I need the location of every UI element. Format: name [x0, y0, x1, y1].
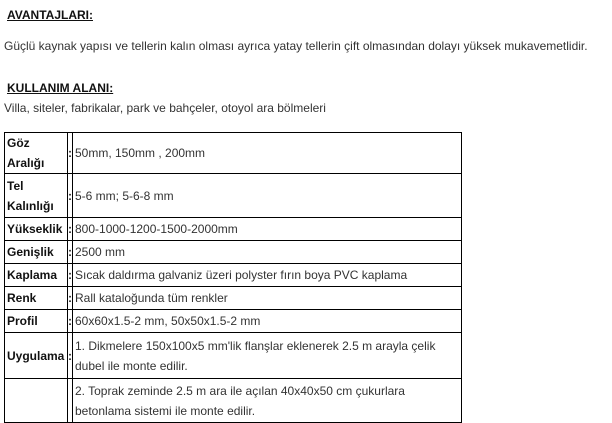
advantages-heading: AVANTAJLARI: — [7, 8, 93, 22]
spec-row-uygulama-2 — [5, 379, 462, 423]
spec-label — [5, 379, 68, 423]
spec-label: Profil — [5, 310, 68, 333]
spec-value-line: 2. Toprak zeminde 2.5 m ara ile açılan 40x40x50 cm çukurlara — [75, 383, 405, 398]
spec-table — [4, 132, 462, 423]
spec-row-kaplama — [5, 264, 462, 287]
spec-label: Renk — [5, 287, 68, 310]
spec-value-line: 1. Dikmelere 150x100x5 mm'lik flanşlar eklenerek 2.5 m arayla çelik — [75, 338, 436, 353]
spec-label: Kaplama — [5, 264, 68, 287]
advantages-text: Güçlü kaynak yapısı ve tellerin kalın olması ayrıca yatay tellerin çift olmasından dolayı yüksek mukavemetlidir. — [4, 39, 588, 53]
spec-separator: : — [68, 287, 73, 310]
spec-separator: : — [68, 333, 73, 379]
spec-label — [5, 174, 68, 218]
spec-row-tel-kalinligi — [5, 174, 462, 218]
spec-label: Yükseklik — [5, 218, 68, 241]
spec-row-profil — [5, 310, 462, 333]
usage-area-heading: KULLANIM ALANI: — [7, 81, 114, 95]
spec-value: 60x60x1.5-2 mm, 50x50x1.5-2 mm — [73, 310, 462, 333]
spec-row-genislik — [5, 241, 462, 264]
spec-label: Genişlik — [5, 241, 68, 264]
usage-area-text: Villa, siteler, fabrikalar, park ve bahçeler, otoyol ara bölmeleri — [4, 101, 326, 115]
spec-value: Sıcak daldırma galvaniz üzeri polyster fırın boya PVC kaplama — [73, 264, 462, 287]
spec-value-line: betonlama sistemi ile monte edilir. — [75, 403, 256, 418]
spec-value — [73, 333, 462, 379]
spec-value — [73, 379, 462, 423]
spec-separator: : — [68, 174, 73, 218]
spec-value: Rall kataloğunda tüm renkler — [73, 287, 462, 310]
spec-row-yukseklik — [5, 218, 462, 241]
spec-value: 5-6 mm; 5-6-8 mm — [73, 174, 462, 218]
spec-label-line: Tel — [7, 178, 24, 193]
spec-separator: : — [68, 218, 73, 241]
spec-separator: : — [68, 310, 73, 333]
spec-separator: : — [68, 241, 73, 264]
spec-value: 800-1000-1200-1500-2000mm — [73, 218, 462, 241]
spec-value: 50mm, 150mm , 200mm — [73, 133, 462, 174]
spec-label: Uygulama — [5, 333, 68, 379]
spec-row-goz-araligi — [5, 133, 462, 174]
spec-value-line: dubel ile monte edilir. — [75, 358, 188, 373]
spec-separator: : — [68, 264, 73, 287]
spec-row-uygulama — [5, 333, 462, 379]
spec-row-renk — [5, 287, 462, 310]
spec-label: Göz Aralığı — [5, 133, 68, 174]
spec-separator: : — [68, 133, 73, 174]
spec-value: 2500 mm — [73, 241, 462, 264]
spec-label-line: Kalınlığı — [7, 198, 54, 213]
